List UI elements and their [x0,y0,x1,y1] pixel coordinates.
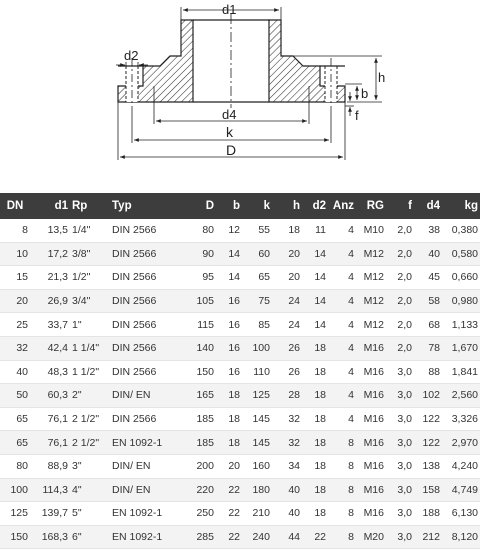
cell-rg: M16 [356,384,386,408]
col-header-d4: d4 [414,193,442,219]
cell-D: 115 [178,313,216,337]
cell-D: 165 [178,384,216,408]
cell-anz: 4 [328,219,356,242]
cell-dn: 150 [0,525,30,549]
cell-k: 160 [242,454,272,478]
cell-d4: 78 [414,336,442,360]
cell-rg: M12 [356,289,386,313]
table-row [0,384,480,408]
table-row [0,502,480,526]
cell-f: 3,0 [386,407,414,431]
cell-dn: 20 [0,289,30,313]
cell-D: 185 [178,407,216,431]
cell-rp: 1" [70,313,110,337]
cell-dn: 65 [0,407,30,431]
cell-f: 2,0 [386,313,414,337]
cell-b: 14 [216,266,242,290]
cell-k: 60 [242,242,272,266]
cell-dn: 65 [0,431,30,455]
dim-label-d4: d4 [222,107,237,122]
cell-h: 26 [272,360,302,384]
cell-D: 80 [178,219,216,242]
table-header-row [0,193,480,219]
cell-d2: 18 [302,502,328,526]
cell-b: 18 [216,407,242,431]
cell-d1: 33,7 [30,313,70,337]
cell-typ: EN 1092-1 [110,431,178,455]
cell-kg: 0,380 [442,219,480,242]
cell-anz: 4 [328,266,356,290]
cell-typ: DIN/ EN [110,454,178,478]
cell-f: 2,0 [386,242,414,266]
cell-b: 12 [216,219,242,242]
cell-f: 3,0 [386,360,414,384]
cell-h: 20 [272,266,302,290]
cell-rp: 2 1/2" [70,431,110,455]
cell-d2: 18 [302,454,328,478]
cell-typ: EN 1092-1 [110,502,178,526]
cell-k: 125 [242,384,272,408]
cell-d4: 45 [414,266,442,290]
cell-kg: 0,660 [442,266,480,290]
table-row [0,478,480,502]
table-row [0,336,480,360]
cell-anz: 8 [328,454,356,478]
cell-rg: M12 [356,313,386,337]
cell-d4: 212 [414,525,442,549]
cell-f: 2,0 [386,266,414,290]
cell-anz: 4 [328,407,356,431]
cell-dn: 10 [0,242,30,266]
cell-h: 24 [272,289,302,313]
cell-d2: 14 [302,289,328,313]
cell-k: 180 [242,478,272,502]
dim-label-b: b [361,86,369,101]
table-row [0,242,480,266]
cell-k: 145 [242,407,272,431]
cell-dn: 100 [0,478,30,502]
cell-rg: M16 [356,360,386,384]
cell-k: 240 [242,525,272,549]
cell-d1: 88,9 [30,454,70,478]
cell-anz: 4 [328,384,356,408]
cell-typ: DIN 2566 [110,313,178,337]
cell-d1: 60,3 [30,384,70,408]
col-header-b: b [216,193,242,219]
cell-f: 2,0 [386,289,414,313]
cell-k: 145 [242,431,272,455]
flange-dimensions-table [0,193,480,549]
cell-typ: DIN 2566 [110,266,178,290]
cell-typ: DIN 2566 [110,360,178,384]
cell-D: 185 [178,431,216,455]
cell-D: 285 [178,525,216,549]
cell-D: 140 [178,336,216,360]
col-header-rp: Rp [70,193,110,219]
cell-d2: 18 [302,384,328,408]
cell-typ: DIN 2566 [110,219,178,242]
cell-d1: 168,3 [30,525,70,549]
cell-dn: 50 [0,384,30,408]
cell-d2: 18 [302,336,328,360]
cell-rg: M16 [356,336,386,360]
cell-kg: 1,133 [442,313,480,337]
cell-dn: 25 [0,313,30,337]
cell-d2: 14 [302,313,328,337]
cell-h: 28 [272,384,302,408]
cell-d4: 102 [414,384,442,408]
cell-anz: 4 [328,313,356,337]
dim-label-h: h [378,70,386,85]
cell-h: 40 [272,478,302,502]
cell-d4: 58 [414,289,442,313]
cell-anz: 8 [328,431,356,455]
col-header-k: k [242,193,272,219]
cell-d1: 17,2 [30,242,70,266]
cell-f: 3,0 [386,384,414,408]
cell-rp: 1 1/2" [70,360,110,384]
cell-dn: 40 [0,360,30,384]
cell-d4: 138 [414,454,442,478]
cell-rp: 1/4" [70,219,110,242]
cell-b: 16 [216,289,242,313]
cell-f: 3,0 [386,525,414,549]
dim-label-d1: d1 [222,2,237,17]
cell-rp: 3" [70,454,110,478]
cell-h: 40 [272,502,302,526]
table-row [0,431,480,455]
cell-k: 85 [242,313,272,337]
cell-h: 34 [272,454,302,478]
cell-f: 3,0 [386,502,414,526]
cell-b: 22 [216,525,242,549]
dim-label-f: f [355,108,359,123]
dim-label-d2: d2 [124,48,139,63]
cell-rg: M16 [356,478,386,502]
cell-anz: 4 [328,289,356,313]
cell-rg: M12 [356,266,386,290]
cell-anz: 8 [328,502,356,526]
cell-d1: 42,4 [30,336,70,360]
cell-h: 44 [272,525,302,549]
cell-anz: 8 [328,525,356,549]
table-row [0,360,480,384]
cell-h: 32 [272,407,302,431]
cell-d1: 48,3 [30,360,70,384]
cell-h: 18 [272,219,302,242]
cell-b: 16 [216,313,242,337]
cell-rg: M20 [356,525,386,549]
cell-D: 90 [178,242,216,266]
cell-kg: 4,749 [442,478,480,502]
cell-d4: 122 [414,431,442,455]
table-row [0,289,480,313]
cell-rg: M12 [356,242,386,266]
cell-D: 220 [178,478,216,502]
cell-kg: 2,560 [442,384,480,408]
cell-h: 20 [272,242,302,266]
cell-k: 55 [242,219,272,242]
cell-d4: 158 [414,478,442,502]
cell-k: 210 [242,502,272,526]
cell-b: 18 [216,384,242,408]
cell-typ: DIN 2566 [110,336,178,360]
cell-rp: 3/8" [70,242,110,266]
cell-b: 16 [216,336,242,360]
cell-dn: 8 [0,219,30,242]
cell-kg: 0,580 [442,242,480,266]
cell-D: 250 [178,502,216,526]
cell-kg: 2,970 [442,431,480,455]
cell-D: 95 [178,266,216,290]
cell-h: 24 [272,313,302,337]
cell-kg: 8,120 [442,525,480,549]
cell-f: 3,0 [386,431,414,455]
cell-k: 110 [242,360,272,384]
cell-d2: 14 [302,266,328,290]
cell-d2: 11 [302,219,328,242]
cell-d2: 18 [302,478,328,502]
cell-typ: DIN/ EN [110,478,178,502]
cell-d1: 139,7 [30,502,70,526]
cell-rg: M16 [356,431,386,455]
cell-dn: 32 [0,336,30,360]
cell-rp: 3/4" [70,289,110,313]
cell-kg: 6,130 [442,502,480,526]
cell-d1: 13,5 [30,219,70,242]
cell-typ: DIN 2566 [110,407,178,431]
cell-b: 22 [216,478,242,502]
cell-h: 32 [272,431,302,455]
col-header-D: D [178,193,216,219]
cell-rg: M16 [356,454,386,478]
cell-k: 100 [242,336,272,360]
cell-d2: 22 [302,525,328,549]
cell-d1: 26,9 [30,289,70,313]
cell-anz: 4 [328,360,356,384]
table-row [0,313,480,337]
dim-label-D: D [226,142,237,158]
cell-anz: 4 [328,336,356,360]
cell-dn: 125 [0,502,30,526]
table-row [0,219,480,242]
cell-rp: 1/2" [70,266,110,290]
cell-rg: M10 [356,219,386,242]
cell-d1: 76,1 [30,431,70,455]
cell-h: 26 [272,336,302,360]
flange-drawing [0,0,480,190]
col-header-d2: d2 [302,193,328,219]
col-header-dn: DN [0,193,30,219]
cell-rp: 6" [70,525,110,549]
cell-f: 3,0 [386,454,414,478]
col-header-rg: RG [356,193,386,219]
cell-d4: 88 [414,360,442,384]
cell-d1: 21,3 [30,266,70,290]
cell-b: 16 [216,360,242,384]
table-row [0,454,480,478]
col-header-kg: kg [442,193,480,219]
cell-rg: M16 [356,502,386,526]
cell-dn: 80 [0,454,30,478]
cell-b: 18 [216,431,242,455]
cell-kg: 4,240 [442,454,480,478]
cell-D: 200 [178,454,216,478]
dim-label-k: k [226,124,233,140]
cell-kg: 0,980 [442,289,480,313]
cell-typ: EN 1092-1 [110,525,178,549]
cell-k: 75 [242,289,272,313]
cell-f: 2,0 [386,219,414,242]
table-row [0,266,480,290]
cell-b: 22 [216,502,242,526]
cell-d4: 122 [414,407,442,431]
cell-typ: DIN 2566 [110,289,178,313]
cell-b: 14 [216,242,242,266]
cell-d2: 18 [302,407,328,431]
cell-typ: DIN 2566 [110,242,178,266]
cell-d4: 40 [414,242,442,266]
cell-kg: 1,841 [442,360,480,384]
cell-anz: 8 [328,478,356,502]
cell-b: 20 [216,454,242,478]
cell-d2: 18 [302,360,328,384]
col-header-d1: d1 [30,193,70,219]
cell-rg: M16 [356,407,386,431]
col-header-h: h [272,193,302,219]
cell-rp: 5" [70,502,110,526]
cell-kg: 1,670 [442,336,480,360]
cell-rp: 1 1/4" [70,336,110,360]
cell-d4: 188 [414,502,442,526]
cell-d1: 114,3 [30,478,70,502]
cell-typ: DIN/ EN [110,384,178,408]
col-header-anz: Anz [328,193,356,219]
cell-d1: 76,1 [30,407,70,431]
cell-rp: 2 1/2" [70,407,110,431]
cell-f: 2,0 [386,336,414,360]
cell-D: 150 [178,360,216,384]
table-row [0,407,480,431]
cell-kg: 3,326 [442,407,480,431]
cell-d2: 14 [302,242,328,266]
col-header-typ: Typ [110,193,178,219]
cell-f: 3,0 [386,478,414,502]
cell-D: 105 [178,289,216,313]
cell-rp: 2" [70,384,110,408]
cell-anz: 4 [328,242,356,266]
cell-d4: 68 [414,313,442,337]
cell-d4: 38 [414,219,442,242]
col-header-f: f [386,193,414,219]
cell-rp: 4" [70,478,110,502]
cell-dn: 15 [0,266,30,290]
cell-k: 65 [242,266,272,290]
cell-d2: 18 [302,431,328,455]
